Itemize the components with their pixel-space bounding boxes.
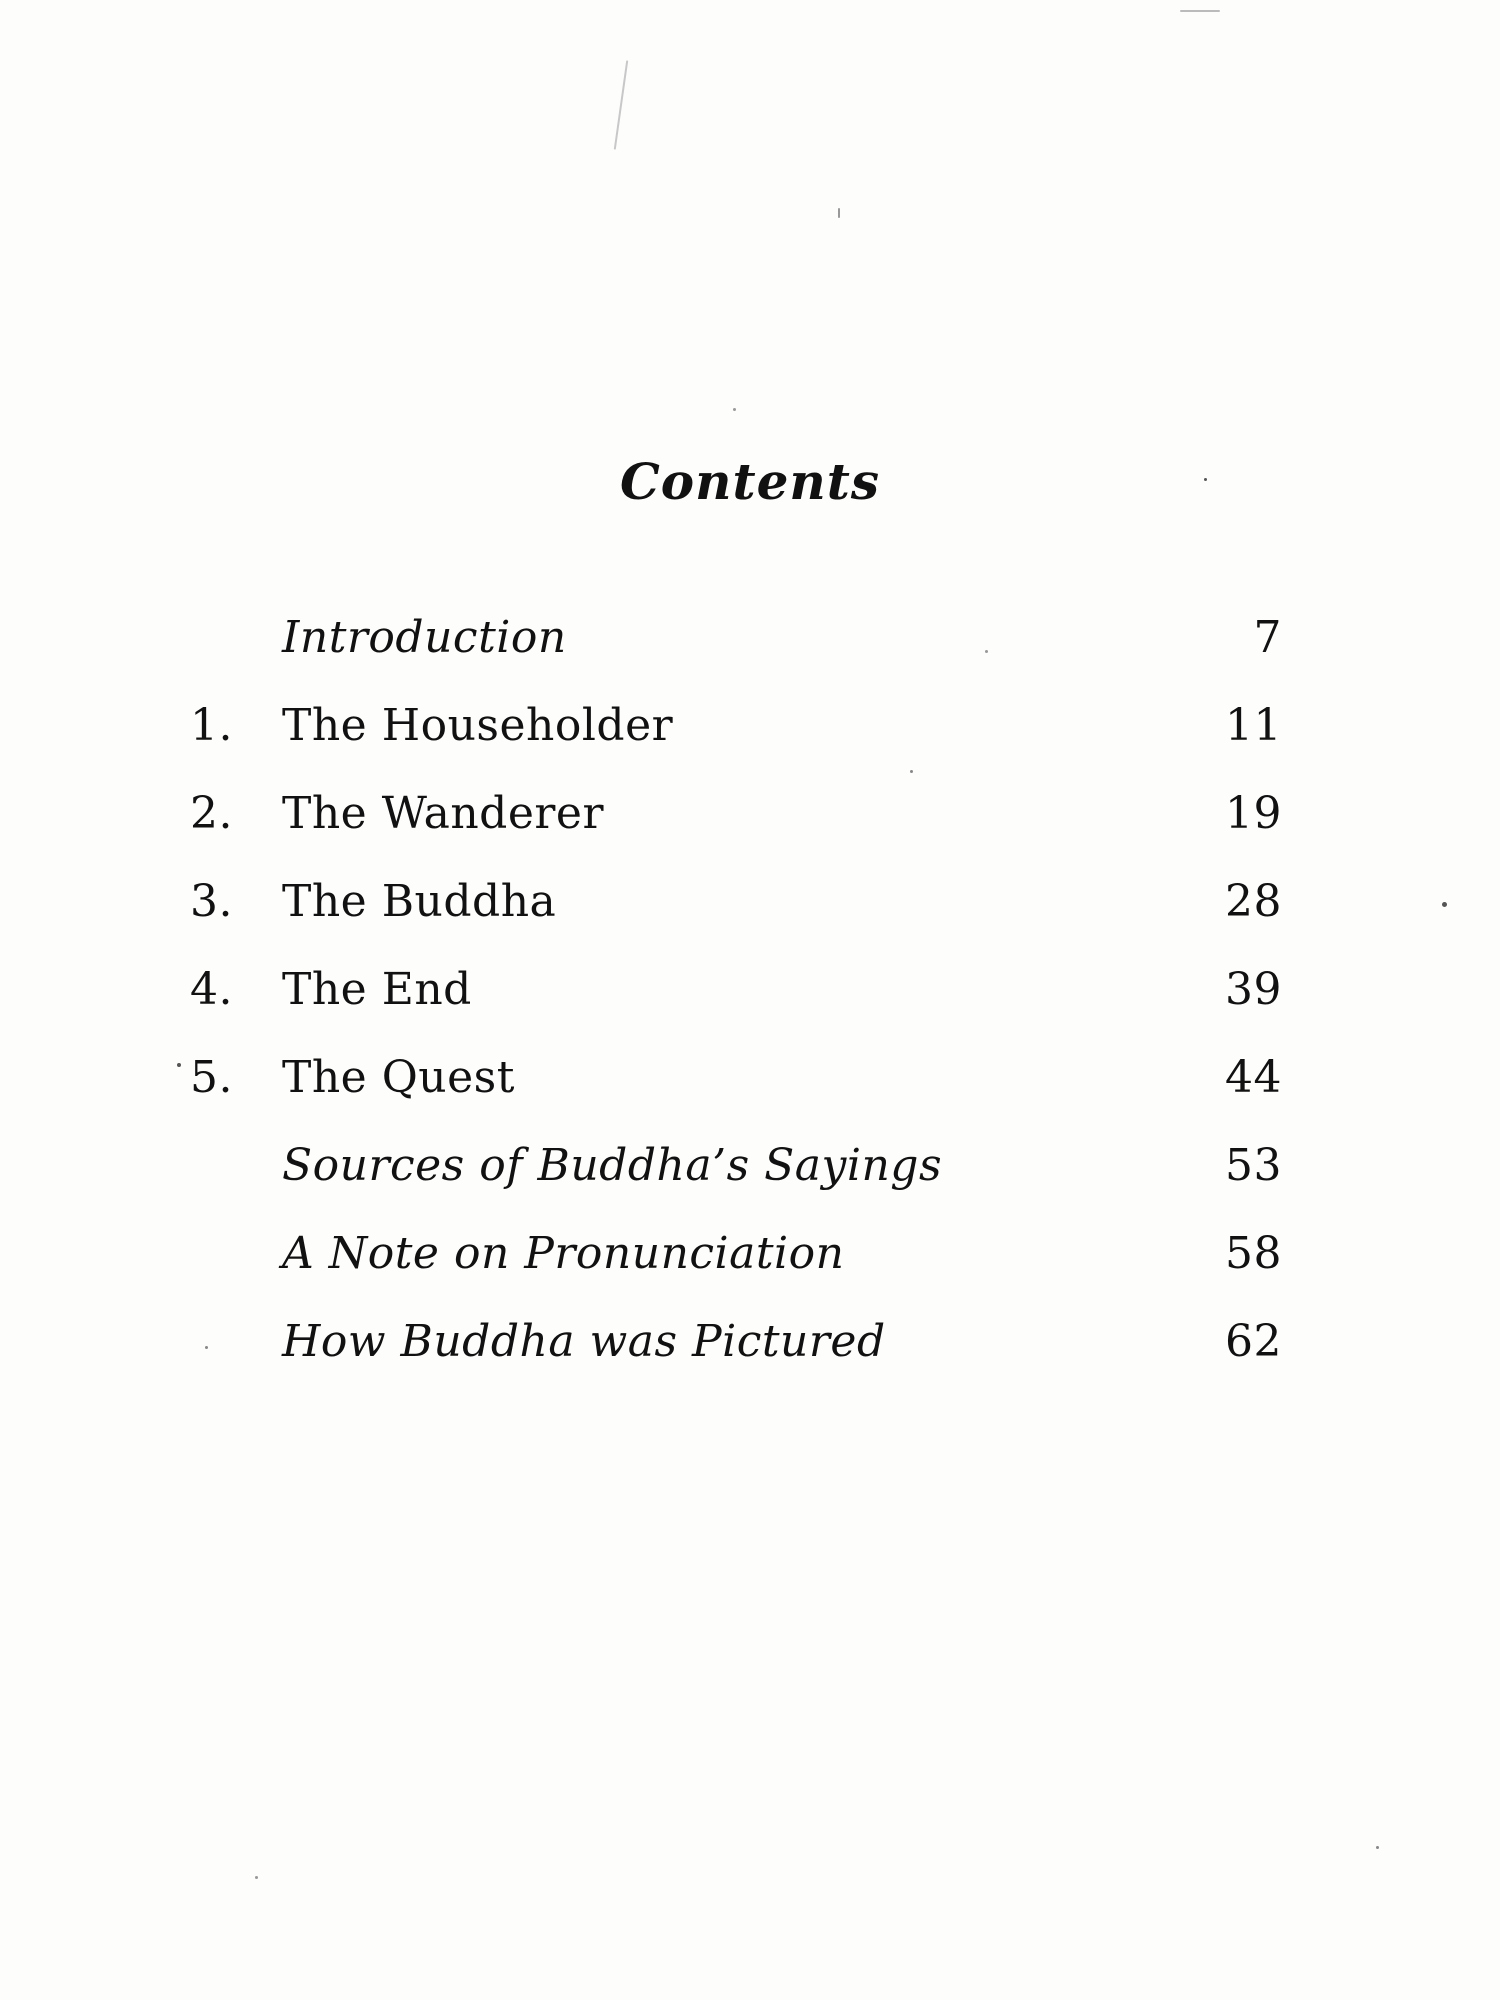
toc-entry-title: The Wanderer bbox=[282, 788, 604, 839]
toc-entry-title: The End bbox=[282, 964, 472, 1015]
toc-entry-page: 62 bbox=[1225, 1316, 1282, 1367]
toc-entry-title: How Buddha was Pictured bbox=[282, 1316, 886, 1367]
scan-speck bbox=[177, 1063, 181, 1067]
toc-entry-number: 3. bbox=[190, 876, 233, 927]
toc-entry-page: 19 bbox=[1225, 788, 1282, 839]
toc-entry bbox=[0, 700, 1500, 780]
toc-entry bbox=[0, 1228, 1500, 1308]
toc-entry-number: 1. bbox=[190, 700, 233, 751]
scan-speck bbox=[985, 650, 988, 653]
toc-entry bbox=[0, 612, 1500, 692]
scan-speck bbox=[1180, 10, 1220, 12]
toc-entry-title: The Quest bbox=[282, 1052, 515, 1103]
toc-entry-number: 2. bbox=[190, 788, 233, 839]
toc-entry bbox=[0, 964, 1500, 1044]
toc-entry-page: 44 bbox=[1225, 1052, 1282, 1103]
toc-entry-title: A Note on Pronunciation bbox=[282, 1228, 845, 1279]
toc-entry-page: 58 bbox=[1225, 1228, 1282, 1279]
toc-entry-page: 53 bbox=[1225, 1140, 1282, 1191]
toc-entry-title: The Householder bbox=[282, 700, 674, 751]
scan-speck bbox=[838, 208, 840, 218]
toc-entry bbox=[0, 1140, 1500, 1220]
toc-entry-page: 28 bbox=[1225, 876, 1282, 927]
toc-entry bbox=[0, 1052, 1500, 1132]
scan-speck bbox=[1376, 1846, 1379, 1849]
page-title: Contents bbox=[619, 452, 880, 511]
scan-speck bbox=[1442, 902, 1447, 907]
scan-speck bbox=[205, 1346, 208, 1349]
toc-entry-title: Sources of Buddha’s Sayings bbox=[282, 1140, 943, 1191]
scan-speck bbox=[733, 408, 736, 411]
toc-entry-page: 39 bbox=[1225, 964, 1282, 1015]
toc-entry bbox=[0, 876, 1500, 956]
toc-entry-title: The Buddha bbox=[282, 876, 557, 927]
toc-entry bbox=[0, 788, 1500, 868]
toc-entry-number: 4. bbox=[190, 964, 233, 1015]
scan-speck bbox=[1204, 478, 1207, 481]
toc-entry-page: 7 bbox=[1253, 612, 1282, 663]
scan-speck bbox=[910, 770, 913, 773]
toc-entry-title: Introduction bbox=[282, 612, 567, 663]
toc-entry bbox=[0, 1316, 1500, 1396]
toc-entry-page: 11 bbox=[1225, 700, 1282, 751]
toc-entry-number: 5. bbox=[190, 1052, 233, 1103]
scan-speck bbox=[255, 1876, 258, 1879]
